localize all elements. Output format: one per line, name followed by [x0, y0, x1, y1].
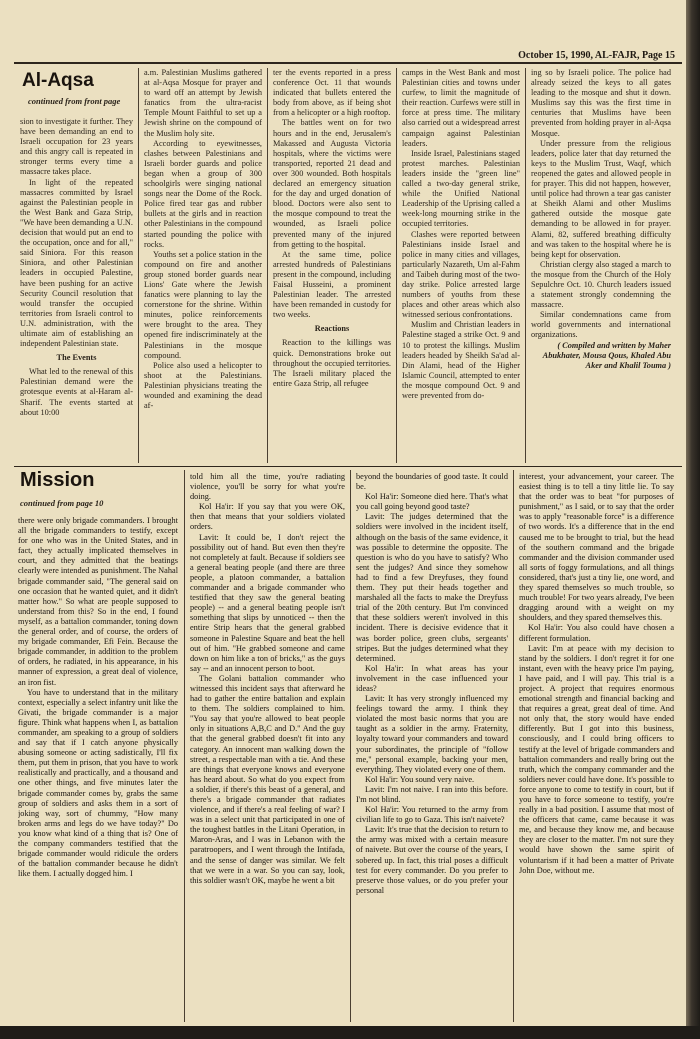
- alaqsa-col3b-paragraphs: [273, 338, 391, 388]
- alaqsa-col1b-paragraphs: [20, 367, 133, 417]
- column-divider: [513, 470, 514, 1022]
- paragraph: ing so by Israeli police. The police had already seized the keys to all gates leading to the mosque and shut it down. Muslims say this was the first time in centuries that Muslims have been prevented from holding prayer in al-Aqsa Mosque.: [531, 68, 671, 138]
- alaqsa-column-5: [531, 68, 671, 463]
- paragraph: Lavit: It's true that the decision to return to the army was mixed with a certain measure of naivete. But over the course of the years, I sobered up. In fact, this trial poses a difficult test for every commander. Do you prefer to preserve those values, or do you prefer your personal: [356, 825, 508, 895]
- paragraph: Lavit: The judges determined that the soldiers were involved in the incident itself, although on the basis of the same evidence, it was possible to determine the opposite. The question is who do you have to satisfy? Who sent the judges? And since they somehow had to find a few Dreyfuses, they found them. They put their heads together and marshaled all the facts to make the Dreyfuss trial of the 20th century. But I'm convinced that these soldiers weren't involved in this incident. There is decisive evidence that it was border police, green clubs, sergeants' stripes. But the judges determined what they determined.: [356, 512, 508, 663]
- paragraph: The battles went on for two hours and in the end, Jerusalem's Makassed and Augusta Victoria hospitals, where the victims were transported, reported 21 dead and over 300 wounded. Both hospitals declared an emergency situation for the day and urged donation of blood. Doctors were also sent to the mosque compound to treat the wounded, as Israeli police prevented many of the injured from getting to the hospital.: [273, 118, 391, 249]
- paragraph: interest, your advancement, your career. The easiest thing is to tell a tiny little lie. To say that the order was to beat "for purposes of punishment," as I said, or to say that the order was to apply "reasonable force" is a difference of two words. It's a difference that in the end caused me to be brought to trial, but the head of the southern command and the brigade commander and the division commander used all sorts of foggy formulations, and all things considered, that's just a tiny lie, one word, and they spared themselves so much trouble, so much trouble! For two years already, I've been dragging around with a weight on my shoulders, and they spared themselves this.: [519, 472, 674, 623]
- alaqsa-events-subhead: The Events: [56, 353, 97, 363]
- mission-col2-paragraphs: [190, 472, 345, 886]
- paragraph: camps in the West Bank and most Palestinian cities and towns under curfew, to limit the magnitude of their reaction. Curfews were still in force at press time. The military also carried out a widespread arrest campaign against Palestinian leaders.: [402, 68, 520, 148]
- paragraph: Lavit: It could be, I don't reject the possibility out of hand. But even then they're not completely at fault. Because if soldiers see a general beating people (and there are three people, a platoon commander, a battalion commander and a brigade commander who testified that they saw the general beating people) -- and a general beating people isn't something that slips by unnoticed -- then the entire Strip hears that the general grabbed someone in Palestine Square and beat the hell out of him. "He grabbed someone and came down on him like a ton of bricks," as the guys say -- and an innocent person to boot.: [190, 532, 345, 673]
- alaqsa-credit: ( Compiled and written by Maher Abukhater, Mousa Qous, Khaled Abu Aker and Khalil Touma ): [542, 340, 671, 370]
- alaqsa-col1-paragraphs: [20, 117, 133, 349]
- page-dateline: October 15, 1990, AL-FAJR, Page 15: [518, 50, 675, 61]
- paragraph: The Golani battalion commander who witnessed this incident says that afterward he had to gather the entire battalion and explain to them. The soldiers complained to him. "You say that you're allowed to beat people only in situations A,B,C and D." And the guy that the general grabbed doesn't fit into any category. An innocent man walking down the street, a respectable man with a tie. And these are things that everyone knows and everyone has heard about. So what do you expect from a soldier, if there's this beast of a general, and there's a brigade commander that radiates violence, and if there's a real feeling of war? I was in a select unit that participated in one of the toughest battles in the Litani Operation, in Maron-Aras, and I was in Lebanon with the paratroopers, and I went through the Intifada, and the sense of danger was similar. We felt that we were in a war. So you can say, look, this soldier wasn't OK, maybe he went a bit: [190, 673, 345, 885]
- alaqsa-continued-line: continued from front page: [28, 96, 121, 106]
- paragraph: What led to the renewal of this Palestinian demand were the grotesque events at al-Haram al-Sharif. The events started at about 10:00: [20, 367, 133, 417]
- alaqsa-col5-paragraphs: [531, 68, 671, 341]
- paragraph: Clashes were reported between Palestinians inside Israel and police in many cities and villages, particularly Nazareth, Um al-Fahm and Taibeh during most of the two-day strike. Police arrested large numbers of youths from these places and other areas which also witnessed serious confrontations.: [402, 229, 520, 320]
- mission-column-1: [18, 516, 178, 1021]
- paragraph: Lavit: I'm not naive. I ran into this before. I'm not blind.: [356, 784, 508, 804]
- mission-col1-paragraphs: [18, 516, 178, 879]
- alaqsa-column-3: [273, 68, 391, 463]
- mission-col4-paragraphs: [519, 472, 674, 876]
- alaqsa-column-2: [144, 68, 262, 463]
- paragraph: a.m. Palestinian Muslims gathered at al-Aqsa Mosque for prayer and to ward off an attempt by Jewish fanatics from the ultra-racist Temple Mount Faithful to set up a Jewish shrine on the compound of the Muslim holy site.: [144, 68, 262, 138]
- paragraph: Kol Ha'ir: You sound very naive.: [365, 774, 475, 784]
- paragraph: At the same time, police arrested hundreds of Palestinians present in the compound, including Faisal Husseini, a prominent Palestinian leader. The arrested have been remanded in custody for two weeks.: [273, 249, 391, 320]
- paragraph: Similar condemnations came from world governments and international organizations.: [531, 310, 671, 340]
- paragraph: beyond the boundaries of good taste. It could be.: [356, 472, 508, 492]
- mission-column-3: [356, 472, 508, 1022]
- paragraph: According to eyewitnesses, clashes between Palestinians and Israeli border guards and police began when a group of 300 schoolgirls were singing national songs near the Dome of the Rock. Police fired tear gas and rubber bullets at the girls and in reaction other Palestinians in the compound started pounding the police with rocks.: [144, 138, 262, 249]
- paragraph: Lavit: I'm at peace with my decision to stand by the soldiers. I don't regret it for one instant, even with the heavy price I'm paying, I have paid, and I will pay. This trial is a project. A project that requires enormous emotional strength and financial backing and that requires a great, great deal of time. And not only that, the story would have ended differently. But I got into this business, consciously, and I could bring officers to testify at the level of brigade commanders and battalion commanders and really bring out the truth, which the company commander and the soldiers never could have done. It's possible to force anyone to come to testify in court, but if you have to force someone to testify, you're really in a bad position. I assume that most of the officers that came, came because it was me, and because they know me, and because they are closer to the matter. I'm not sure they would have shown the same spirit of voluntarism if it had been a matter of Private John Doe, without me.: [519, 643, 674, 875]
- mission-col3-paragraphs: [356, 472, 508, 896]
- paragraph: Youths set a police station in the compound on fire and another group stoned border guards near Lions' Gate where the Jewish fanatics were planning to lay the cornerstone for the shrine. Within minutes, police reinforcements were brought to the area. They opened fire indiscriminately at the Palestinians in the mosque compound.: [144, 249, 262, 360]
- column-divider: [267, 68, 268, 463]
- alaqsa-col2-paragraphs: [144, 68, 262, 411]
- column-divider: [525, 68, 526, 463]
- alaqsa-reactions-subhead: Reactions: [314, 324, 350, 334]
- paragraph: Kol Ha'ir: Someone died here. That's what you call going beyond good taste?: [356, 492, 508, 512]
- mission-column-2: [190, 472, 345, 1022]
- header-rule: [14, 62, 682, 64]
- column-divider: [138, 68, 139, 463]
- paragraph: Christian clergy also staged a march to the mosque from the Church of the Holy Sepulchre Oct. 10. Church leaders issued a statement strongly condemning the massacre.: [531, 259, 671, 310]
- mission-column-4: [519, 472, 674, 1022]
- binding-gutter: [686, 0, 700, 1039]
- paragraph: Kol Ha'ir: In what areas has your involvement in the case influenced your ideas?: [356, 663, 508, 693]
- article-separator: [14, 466, 682, 467]
- paragraph: ter the events reported in a press conference Oct. 11 that wounds indicated that bullets entered the body from above, as if being shot from a helicopter or a high rooftop.: [273, 68, 391, 118]
- paragraph: Under pressure from the religious leaders, police later that day returned the keys to the Muslim Trust, Waqf, which reopened the gates and allowed people in for prayer. This did not happen, however, until police had thrown a tear gas canister at Sheikh Alami and other Muslims gathered outside the mosque gate demanding to be allowed in for prayer. Alami, 82, suffered breathing difficulty and was taken to the hospital where he is being kept for observation.: [531, 138, 671, 259]
- column-divider: [184, 470, 185, 1022]
- paragraph: In light of the repeated massacres committed by Israel against the Palestinian people in the West Bank and Gaza Strip, "We have been demanding a U.N. decision that would put an end to the occupation, once and for all," said Siniora. For this reason Siniora, and other Palestinian leaders in occupied Palestine, have been pushing for an active Security Council resolution that would transfer the occupied territories from Israeli control to U.N. administration, with the ultimate aim of establishing an independent Palestinian state.: [20, 177, 133, 349]
- page-bottom-edge: [0, 1026, 700, 1039]
- column-divider: [396, 68, 397, 463]
- paragraph: Lavit: It has very strongly influenced my feelings toward the army. I think they violated the most basic norms that you are taught as a soldier in the army. Fraternity, loyalty toward your commanders and toward your subordinates, the principle of "follow me," personal example, backing your men, everything. They violated every one of them.: [356, 694, 508, 774]
- paragraph: Police also used a helicopter to shoot at the Palestinians. Palestinian physicians treating the wounded and examining the dead af-: [144, 360, 262, 411]
- mission-headline: Mission: [20, 469, 95, 491]
- alaqsa-column-1: [20, 117, 133, 462]
- column-divider: [350, 470, 351, 1022]
- alaqsa-column-4: [402, 68, 520, 463]
- mission-continued-line: continued from page 10: [20, 498, 104, 508]
- paragraph: told him all the time, you're radiating violence, you'll be sorry for what you're doing.: [190, 472, 345, 502]
- paragraph: Inside Israel, Palestinians staged protest marches. Palestinian leaders inside the "green line" called a two-day general strike, while the Unified National Leadership of the Uprising called a week-long mourning strike in the occupied territories.: [402, 148, 520, 229]
- alaqsa-col4-paragraphs: [402, 68, 520, 401]
- alaqsa-col3-paragraphs: [273, 68, 391, 320]
- paragraph: Reaction to the killings was quick. Demonstrations broke out throughout the occupied territories. The Israeli military placed the entire Gaza Strip, all refugee: [273, 338, 391, 388]
- paragraph: there were only brigade commanders. I brought all the brigade commanders to testify, except for one who was in the United States, and in fact, they actually implicated themselves in court, and they admitted that the beatings clearly were intended as punishment. The Nahal brigade commander said, "The general said on one occasion that he wanted quiet, and it didn't matter how." So what are people supposed to understand from this? So in the end, I found myself, as a battalion commander, toning down the general order, and of course, the orders of my brigade commander, Efi Fein. Because the brigade commander, in addition to the problem of orders, he radiated, in his appearance, in his manner of expression, a great deal of violence, an iron fist.: [18, 516, 178, 687]
- paragraph: Kol Ha'ir: You returned to the army from civilian life to go to Gaza. This isn't naivete?: [356, 805, 508, 825]
- paragraph: sion to investigate it further. They have been demanding an end to Israeli occupation for 23 years and this angry call is repeated in stronger terms every time a massacre takes place.: [20, 117, 133, 177]
- paragraph: You have to understand that in the military context, especially a select infantry unit like the Givati, the brigade commander is a major figure. Think what happens when I, as battalion commander, am speaking to a group of soldiers and say that if I catch anyone physically abusing someone or acting sadistically, I'll fix them, put them in prison, that you have to work realistically and practically, and a thousand and one other things, and five minutes later the brigade commander comes by, grabs the same group of soldiers and asks them in a sort of joking way, sort of chummy, "How many broken arms and legs do we have today?" Do you know what kind of a thing that is? One of the company commanders testified that the brigade commander would ridicule the orders of the battalion commander because he didn't like them. I actually dogged him. I: [18, 687, 178, 879]
- paragraph: Kol Ha'ir: If you say that you were OK, then that means that your soldiers violated orders.: [190, 502, 345, 532]
- paragraph: Muslim and Christian leaders in Palestine staged a strike Oct. 9 and 10 to protest the killings. Muslim leaders headed by Sheikh Sa'ad al-Din Alami, head of the Higher Islamic Council, attempted to enter the mosque compound Oct. 9 and were prevented from do-: [402, 320, 520, 400]
- alaqsa-headline: Al-Aqsa: [22, 70, 94, 91]
- paragraph: Kol Ha'ir: You also could have chosen a different formulation.: [519, 623, 674, 643]
